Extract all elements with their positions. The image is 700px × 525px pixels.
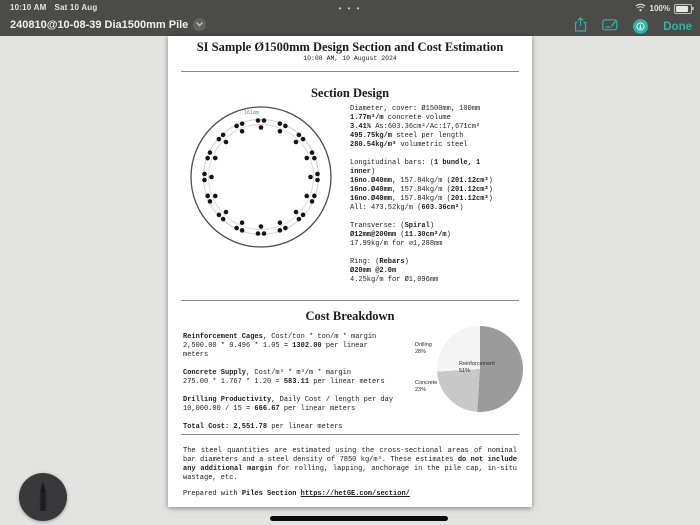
- document-title-menu[interactable]: [10, 18, 206, 31]
- multitask-dots[interactable]: • • •: [338, 4, 362, 13]
- doc-title: SI Sample Ø1500mm Design Section and Cost Estimation: [196, 40, 504, 54]
- divider-2: [181, 300, 519, 301]
- section-design-info: Diameter, cover: Ø1500mm, 100mm 1.77m³/m concrete volume 3.41% As:603.36cm²/Ac:17,671cm² 495.75kg/m steel per length 280.54kg/m³ volumetric steel Longitudinal bars: (1 bundle, 1 inner) 16no.Ø40mm, 157.84kg/m (201.12cm²) 16no.Ø40mm, 157.84kg/m (201.12cm²) 16no.Ø40mm, 157.84kg/m (201.12cm²) All: 473.52kg/m (603.36cm²) Transverse: (Spiral) Ø12mm@200mm (11.30cm²/m) 17.99kg/m for ⌀1,288mm Ring: (Rebars) Ø20mm @2.0m 4.25kg/m for Ø1,096mm: [350, 105, 493, 284]
- divider-1: [181, 71, 519, 72]
- cost-breakdown-text: Reinforcement Cages, Cost/ton * ton/m * margin 2,500.00 * 0.496 * 1.05 = 1302.00 per linear meters Concrete Supply, Cost/m³ * m³/m * margin 275.00 * 1.767 * 1.20 = 583.11 per linear meters Drilling Productivity, Daily Cost / length per day 10,000.00 / 15 = 666.67 per linear meters Total Cost: 2,551.78 per linear meters: [183, 333, 394, 431]
- cost-breakdown-heading: Cost Breakdown: [305, 309, 395, 323]
- dimension-label: 161mm: [244, 110, 260, 116]
- pile-section-svg: [186, 102, 336, 257]
- disclaimer-note: The steel quantities are estimated using the cross-sectional areas of nominal bar diameters and a steel density of 7850 kg/m³. These estimates do not include any additional margin for rolling, lapping, anchorage in the pile cap, in-situ wastage, etc.: [183, 447, 517, 482]
- top-header-bar: [0, 0, 700, 36]
- chevron-down-icon[interactable]: [193, 18, 206, 31]
- done-button[interactable]: Done: [663, 20, 692, 33]
- pie-label-drilling: Drilling 28%: [415, 342, 432, 355]
- divider-3: [181, 434, 519, 435]
- nav-bar: [0, 17, 700, 36]
- pile-section-drawing: [186, 102, 336, 252]
- markup-pencil-button[interactable]: [19, 473, 67, 521]
- home-indicator[interactable]: [270, 516, 448, 521]
- status-date: Sat 10 Aug: [54, 3, 98, 12]
- pie-label-concrete: Concrete 23%: [415, 380, 438, 393]
- markup-icon[interactable]: [602, 18, 618, 36]
- status-time: 10:10 AM: [10, 3, 47, 12]
- share-icon[interactable]: [574, 17, 587, 37]
- pie-label-reinforcement: Reinforcement 51%: [459, 361, 495, 374]
- file-name: 240810@10-08-39 Dia1500mm Pile: [10, 18, 189, 31]
- wifi-icon: [635, 3, 646, 14]
- battery-icon: [674, 4, 692, 14]
- prepared-with-line[interactable]: Prepared with Piles Section https://hetGE.com/section/: [183, 490, 410, 498]
- section-design-heading: Section Design: [310, 86, 390, 100]
- doc-timestamp: 10:08 AM, 10 August 2024: [303, 55, 397, 62]
- app-icon[interactable]: [633, 19, 648, 34]
- pencil-icon: [32, 480, 54, 514]
- status-bar: [0, 0, 700, 17]
- pdf-page: [168, 36, 532, 507]
- battery-percent: 100%: [649, 4, 670, 13]
